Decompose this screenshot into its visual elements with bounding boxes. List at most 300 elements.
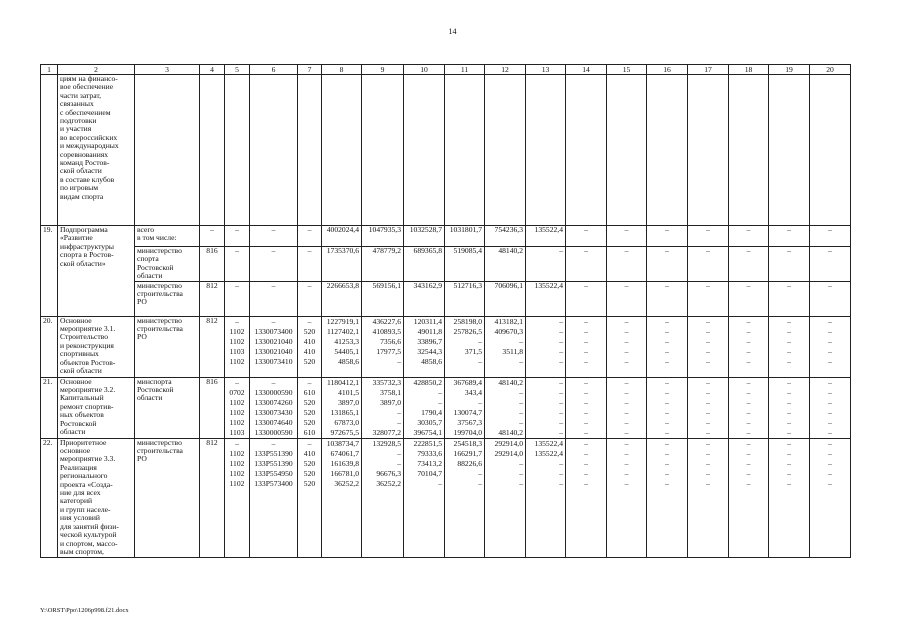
amount-value: – [478,336,482,346]
amount-value: – [787,377,791,387]
amount-value: 3897,0 [338,397,359,407]
amount-value: 33896,7 [417,336,442,346]
amount-value: 367689,4 [453,377,482,387]
amount-value: 36252,2 [376,478,401,488]
amount-cell: 512716,3 [445,281,485,316]
column-number-header: 20 [810,65,851,75]
amount-value: 1127402,1 [327,326,359,336]
amount-cell: – [688,281,729,316]
amount-value: – [559,336,563,346]
amount-value: – [787,468,791,478]
amount-value: 254518,3 [453,438,482,448]
cell-value: – [271,438,276,448]
table-row [41,377,851,438]
cell-value: 1330021040 [254,346,293,356]
amount-cell [607,316,647,377]
amount-value: – [746,448,751,458]
amount-cell [769,316,810,377]
column-number-header: 2 [58,65,135,75]
amount-value: 428850,2 [413,377,442,387]
amount-value: – [559,316,563,326]
amount-value: – [665,427,669,437]
amount-cell: 4002024,4 [322,226,362,247]
column-number-header: 7 [298,65,322,75]
amount-value: – [746,397,751,407]
amount-value: – [746,458,751,468]
amount-value: – [584,326,588,336]
column-number-header: 16 [647,65,688,75]
table-row [41,438,851,557]
amount-value: – [828,448,832,458]
amount-value: – [624,397,629,407]
cell-value: 1102 [229,478,245,488]
measure-name-cell: Основное мероприятие 3.1. Строительство и реконструкция спортивных объектов Ростов- ской области [58,316,135,377]
expense-type-cell: – [298,226,322,247]
amount-value: – [624,438,629,448]
amount-cell: – [607,247,647,282]
amount-value: – [397,407,401,417]
amount-value: – [438,397,442,407]
executor-cell: министерство спорта Ростовской области [135,247,200,282]
cell-value: 133P573400 [254,478,293,488]
amount-value: – [706,458,710,468]
amount-value: – [746,407,751,417]
amount-value: 343,4 [464,387,482,397]
amount-value: 4101,5 [338,387,359,397]
amount-value: 396754,1 [413,427,442,437]
amount-cell: – [607,226,647,247]
page-number: 14 [448,27,457,36]
amount-value: – [746,346,751,356]
amount-cell: – [810,281,851,316]
cell-value: 520 [303,458,316,468]
measure-name-cell: Основное мероприятие 3.2. Капитальный ремонт спортив- ных объектов Ростовской области [58,377,135,438]
amount-value: 3511,8 [502,346,523,356]
amount-value: – [746,478,751,488]
amount-value: – [787,316,791,326]
target-article-cell [250,316,298,377]
empty-cell [445,75,485,226]
amount-value: – [706,336,710,346]
amount-value: – [478,356,482,366]
amount-cell [566,377,607,438]
amount-value: – [746,468,751,478]
amount-cell: – [566,281,607,316]
amount-value: 410893,5 [372,326,401,336]
amount-value: – [559,326,563,336]
empty-cell [362,75,404,226]
expense-type-cell [298,316,322,377]
amount-value: – [584,356,588,366]
amount-cell [810,316,851,377]
amount-cell [526,377,566,438]
amount-value: 17977,5 [376,346,401,356]
column-number-header: 13 [526,65,566,75]
amount-value: – [706,407,710,417]
expense-type-cell [298,438,322,557]
cell-value: 520 [303,478,316,488]
grbs-code-cell: – [200,226,225,247]
cell-value: 0702 [229,387,245,397]
amount-value: – [665,356,669,366]
executor-cell: всего в том числе: [135,226,200,247]
amount-value: 135522,4 [534,438,563,448]
expense-type-cell: – [298,281,322,316]
cell-value: 1102 [229,356,245,366]
amount-value: 30305,7 [417,417,442,427]
measure-name-cell: Подпрограмма «Развитие инфраструктуры спорта в Ростов- ской области» [58,226,135,317]
amount-value: 292914,0 [494,438,523,448]
amount-value: – [787,336,791,346]
amount-cell: – [647,281,688,316]
amount-cell [647,316,688,377]
amount-value: 1790,4 [421,407,442,417]
amount-value: – [665,468,669,478]
cell-value: 410 [303,448,316,458]
amount-value: 36252,2 [334,478,359,488]
amount-cell [729,316,769,377]
amount-value: – [559,458,563,468]
amount-value: 7356,6 [380,336,401,346]
amount-cell: – [729,247,769,282]
amount-value: – [746,427,751,437]
amount-value: – [828,458,832,468]
amount-value: – [584,458,588,468]
column-number-header: 10 [404,65,445,75]
amount-value: – [665,407,669,417]
cell-value: 520 [303,356,316,366]
empty-cell [769,75,810,226]
amount-value: – [706,377,710,387]
amount-cell: – [769,247,810,282]
cell-value: 1102 [229,468,245,478]
amount-cell: 1032528,7 [404,226,445,247]
amount-value: 1038734,7 [326,438,359,448]
amount-value: – [665,346,669,356]
amount-value: – [478,478,482,488]
amount-value: – [397,356,401,366]
cell-value: 1102 [229,397,245,407]
amount-value: – [828,427,832,437]
amount-value: – [478,397,482,407]
amount-cell [688,316,729,377]
executor-cell: министерство строительства РО [135,438,200,557]
section-code-cell [225,377,250,438]
empty-cell [135,75,200,226]
target-article-cell: – [250,247,298,282]
cell-value: 1103 [229,346,245,356]
cell-value: 133P551390 [254,458,293,468]
budget-table [40,64,851,558]
cell-value: 1330000590 [254,427,293,437]
empty-cell [200,75,225,226]
amount-value: 48140,2 [498,377,523,387]
row-number-cell: 22. [41,438,58,557]
amount-value: – [584,336,588,346]
amount-cell: 343162,9 [404,281,445,316]
column-number-header: 6 [250,65,298,75]
amount-value: – [787,458,791,468]
amount-cell [445,438,485,557]
amount-value: 199704,0 [453,427,482,437]
amount-cell [607,377,647,438]
empty-cell [729,75,769,226]
amount-value: 436227,6 [372,316,401,326]
amount-value: 1180412,1 [327,377,359,387]
amount-cell [688,438,729,557]
amount-cell [566,438,607,557]
amount-value: – [746,438,751,448]
amount-value: – [624,407,629,417]
amount-value: – [787,356,791,366]
amount-value: – [519,478,523,488]
amount-value: 257826,5 [453,326,482,336]
file-path-footer: Y:\ORST\Ppo\1206p998.f21.docx [40,607,129,614]
table-row [41,75,851,226]
amount-cell [445,316,485,377]
amount-value: 409670,3 [494,326,523,336]
amount-cell [526,438,566,557]
amount-value: 335732,3 [372,377,401,387]
amount-value: – [584,448,588,458]
amount-value: 49011,8 [417,326,442,336]
amount-value: – [787,427,791,437]
amount-value: – [828,468,832,478]
cell-value: 1330073400 [254,326,293,336]
amount-value: 222851,5 [413,438,442,448]
amount-value: – [559,427,563,437]
amount-value: – [787,407,791,417]
column-number-header: 11 [445,65,485,75]
column-number-header: 9 [362,65,404,75]
amount-value: – [584,427,588,437]
amount-value: – [828,377,832,387]
amount-value: 120311,4 [413,316,442,326]
amount-value: – [584,478,588,488]
amount-cell [485,377,526,438]
amount-value: 135522,4 [534,448,563,458]
amount-cell [810,377,851,438]
amount-value: – [787,438,791,448]
amount-value: – [787,326,791,336]
amount-value: – [519,397,523,407]
cell-value: – [235,316,239,326]
amount-value: – [559,356,563,366]
amount-value: 41253,3 [334,336,359,346]
amount-value: 73413,2 [417,458,442,468]
amount-value: – [706,438,710,448]
amount-value: 4858,6 [421,356,442,366]
amount-value: 4858,6 [338,356,359,366]
amount-value: – [665,417,669,427]
amount-value: – [746,356,751,366]
amount-value: – [828,438,832,448]
amount-value: – [584,468,588,478]
amount-value: – [746,417,751,427]
amount-value: – [584,316,588,326]
amount-value: – [746,326,751,336]
amount-value: – [787,397,791,407]
amount-value: – [624,316,629,326]
empty-cell [322,75,362,226]
amount-cell [485,438,526,557]
amount-value: – [624,377,629,387]
amount-value: – [584,346,588,356]
amount-value: – [559,478,563,488]
row-number-cell: 20. [41,316,58,377]
row-number-cell: 21. [41,377,58,438]
cell-value: 1330074260 [254,397,293,407]
amount-value: – [706,417,710,427]
amount-value: – [624,326,629,336]
amount-value: – [559,468,563,478]
amount-cell: – [688,247,729,282]
amount-cell: 1047935,3 [362,226,404,247]
amount-value: 32544,3 [417,346,442,356]
table-row [41,316,851,377]
amount-value: – [519,468,523,478]
amount-value: – [519,407,523,417]
cell-value: 1102 [229,458,245,468]
amount-cell [729,438,769,557]
amount-cell [607,438,647,557]
cell-value: 520 [303,326,316,336]
cell-value: 610 [303,387,316,397]
amount-cell: – [810,226,851,247]
target-article-cell: – [250,281,298,316]
amount-value: – [397,448,401,458]
amount-value: – [624,387,629,397]
amount-cell: – [526,247,566,282]
amount-value: 48140,2 [498,427,523,437]
amount-cell [485,316,526,377]
amount-value: 54405,1 [334,346,359,356]
amount-value: – [519,336,523,346]
empty-cell [566,75,607,226]
amount-value: – [706,397,710,407]
amount-value: 161639,8 [330,458,359,468]
table-row [41,281,851,316]
amount-value: – [624,478,629,488]
amount-value: – [787,478,791,488]
amount-value: – [559,417,563,427]
amount-cell: 754236,3 [485,226,526,247]
amount-cell [647,438,688,557]
empty-cell [485,75,526,226]
cell-value: 1330073410 [254,356,293,366]
amount-cell: – [769,281,810,316]
amount-value: – [665,377,669,387]
amount-value: – [665,397,669,407]
amount-value: – [665,316,669,326]
amount-value: 292914,0 [494,448,523,458]
empty-cell [404,75,445,226]
cell-value: 1102 [229,407,245,417]
amount-cell: 48140,2 [485,247,526,282]
amount-value: – [746,336,751,346]
amount-value: – [828,478,832,488]
amount-value: – [559,387,563,397]
section-code-cell: – [225,281,250,316]
amount-cell: – [607,281,647,316]
amount-value: – [828,397,832,407]
amount-cell: 706096,1 [485,281,526,316]
cell-value: 520 [303,397,316,407]
amount-cell [322,316,362,377]
amount-value: – [559,346,563,356]
amount-cell [647,377,688,438]
section-code-cell: – [225,247,250,282]
amount-value: – [828,316,832,326]
cell-value: 1102 [229,448,245,458]
amount-value: – [624,356,629,366]
amount-cell [445,377,485,438]
amount-value: 413182,1 [494,316,523,326]
amount-cell: – [688,226,729,247]
empty-cell [607,75,647,226]
amount-value: – [706,427,710,437]
cell-value: – [307,438,312,448]
target-article-cell [250,377,298,438]
cell-value: 520 [303,468,316,478]
amount-value: – [584,377,588,387]
cell-value: – [307,377,312,387]
amount-value: 132928,5 [372,438,401,448]
executor-cell: министерство строительства РО [135,281,200,316]
column-number-header: 5 [225,65,250,75]
cell-value: – [307,316,312,326]
cell-value: 520 [303,417,316,427]
amount-cell: – [647,226,688,247]
amount-value: – [584,417,588,427]
amount-value: – [438,387,442,397]
amount-value: 328077,2 [372,427,401,437]
amount-value: – [584,387,588,397]
amount-value: – [559,397,563,407]
amount-value: – [706,356,710,366]
amount-value: – [787,387,791,397]
empty-cell [647,75,688,226]
expense-type-cell [298,377,322,438]
amount-cell [404,316,445,377]
amount-value: – [828,356,832,366]
empty-cell [810,75,851,226]
amount-value: – [665,336,669,346]
amount-value: 1227919,1 [326,316,359,326]
amount-cell: – [566,226,607,247]
target-article-cell [250,438,298,557]
amount-value: 88226,6 [457,458,482,468]
amount-cell: – [769,226,810,247]
amount-cell [566,316,607,377]
table-row [41,247,851,282]
empty-cell [688,75,729,226]
column-number-header: 1 [41,65,58,75]
amount-value: – [519,387,523,397]
amount-cell: – [810,247,851,282]
cell-value: 1103 [229,427,245,437]
cell-value: – [235,377,239,387]
cell-value: 133P554950 [254,468,293,478]
row-number-cell [41,75,58,226]
amount-cell [526,316,566,377]
amount-cell: 2266653,8 [322,281,362,316]
table-row [41,226,851,247]
amount-cell: 1031801,7 [445,226,485,247]
grbs-code-cell: 816 [200,377,225,438]
amount-cell: 135522,4 [526,281,566,316]
amount-cell [322,438,362,557]
